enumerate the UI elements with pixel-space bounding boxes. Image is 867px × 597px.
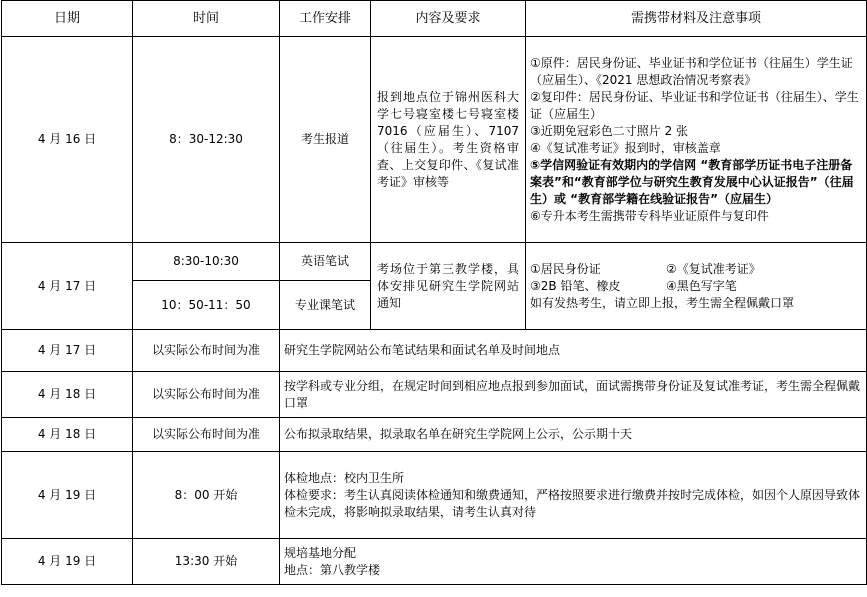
time-cell: 13:30 开始 (133, 539, 280, 585)
content-cell: 研究生学院网站公布笔试结果和面试名单及时间地点 (280, 330, 867, 372)
content-line: 规培基地分配 (284, 545, 357, 560)
date-cell: 4 月 19 日 (2, 452, 133, 539)
header-content: 内容及要求 (371, 1, 526, 37)
material-item: ④黑色写字笔 (666, 278, 737, 293)
material-item: ③2B 铅笔、橡皮 (530, 278, 621, 293)
materials-cell (526, 243, 867, 330)
table-row (2, 418, 867, 452)
materials-cell (526, 37, 867, 243)
table-row (2, 452, 867, 539)
material-item: ①居民身份证 (530, 261, 601, 276)
table-row (2, 243, 867, 281)
time-cell: 以实际公布时间为准 (133, 330, 280, 372)
time-cell: 8：00 开始 (133, 452, 280, 539)
header-materials: 需携带材料及注意事项 (526, 1, 867, 37)
material-pair (530, 261, 862, 278)
header-date: 日期 (2, 1, 133, 37)
material-item: ③近期免冠彩色二寸照片 2 张 (530, 123, 689, 138)
date-cell: 4 月 18 日 (2, 418, 133, 452)
content-cell (280, 539, 867, 585)
material-item: 如有发热考生，请立即上报，考生需全程佩戴口罩 (530, 295, 795, 310)
header-time: 时间 (133, 1, 280, 37)
task-cell: 专业课笔试 (280, 281, 371, 330)
content-line: 地点：第八教学楼 (284, 562, 381, 577)
content-cell: 报到地点位于锦州医科大学七号寝室楼七号寝室楼 7016（应届生）、7107（往届生）。考生资格审查、上交复印件、《复试准考证》审核等 (371, 37, 526, 243)
material-item-bold: ⑤学信网验证有效期内的学信网 “教育部学历证书电子注册备案表”和“教育部学位与研究生教育发展中心认证报告”（往届生）或 “教育部学籍在线验证报告”（应届生） (530, 157, 854, 206)
date-cell: 4 月 19 日 (2, 539, 133, 585)
date-cell: 4 月 17 日 (2, 243, 133, 330)
material-pair (530, 278, 862, 295)
content-cell: 公布拟录取结果，拟录取名单在研究生学院网上公示，公示期十天 (280, 418, 867, 452)
material-item: ④《复试准考证》报到时，审核盖章 (530, 140, 721, 155)
header-task: 工作安排 (280, 1, 371, 37)
schedule-table (1, 0, 867, 585)
content-cell (280, 452, 867, 539)
task-cell: 考生报道 (280, 37, 371, 243)
time-cell: 以实际公布时间为准 (133, 418, 280, 452)
material-item: ②《复试准考证》 (666, 261, 761, 276)
content-cell: 考场位于第三教学楼，具体安排见研究生学院网站通知 (371, 243, 526, 330)
date-cell: 4 月 18 日 (2, 372, 133, 418)
content-cell: 按学科或专业分组，在规定时间到相应地点报到参加面试，面试需携带身份证及复试准考证，考生需全程佩戴口罩 (280, 372, 867, 418)
task-cell: 英语笔试 (280, 243, 371, 281)
table-row (2, 539, 867, 585)
date-cell: 4 月 16 日 (2, 37, 133, 243)
content-line: 体检地点：校内卫生所 (284, 470, 405, 485)
material-item: ②复印件：居民身份证、毕业证书和学位证书（往届生）、学生证（应届生） (530, 89, 859, 121)
time-cell: 8:30-10:30 (133, 243, 280, 281)
content-line: 体检要求：考生认真阅读体检通知和缴费通知，严格按照要求进行缴费并按时完成体检，如因个人原因导致体检未完成，将影响拟录取结果，请考生认真对待 (284, 487, 861, 519)
table-row (2, 372, 867, 418)
header-row (2, 1, 867, 37)
material-item: ①原件：居民身份证、毕业证书和学位证书（往届生）学生证（应届生）、《2021 思想政治情况考察表》 (530, 55, 853, 87)
table-row (2, 330, 867, 372)
time-cell: 10：50-11：50 (133, 281, 280, 330)
table-row (2, 37, 867, 243)
material-item: ⑥专升本考生需携带专科毕业证原件与复印件 (530, 208, 769, 223)
time-cell: 以实际公布时间为准 (133, 372, 280, 418)
time-cell: 8：30-12:30 (133, 37, 280, 243)
date-cell: 4 月 17 日 (2, 330, 133, 372)
